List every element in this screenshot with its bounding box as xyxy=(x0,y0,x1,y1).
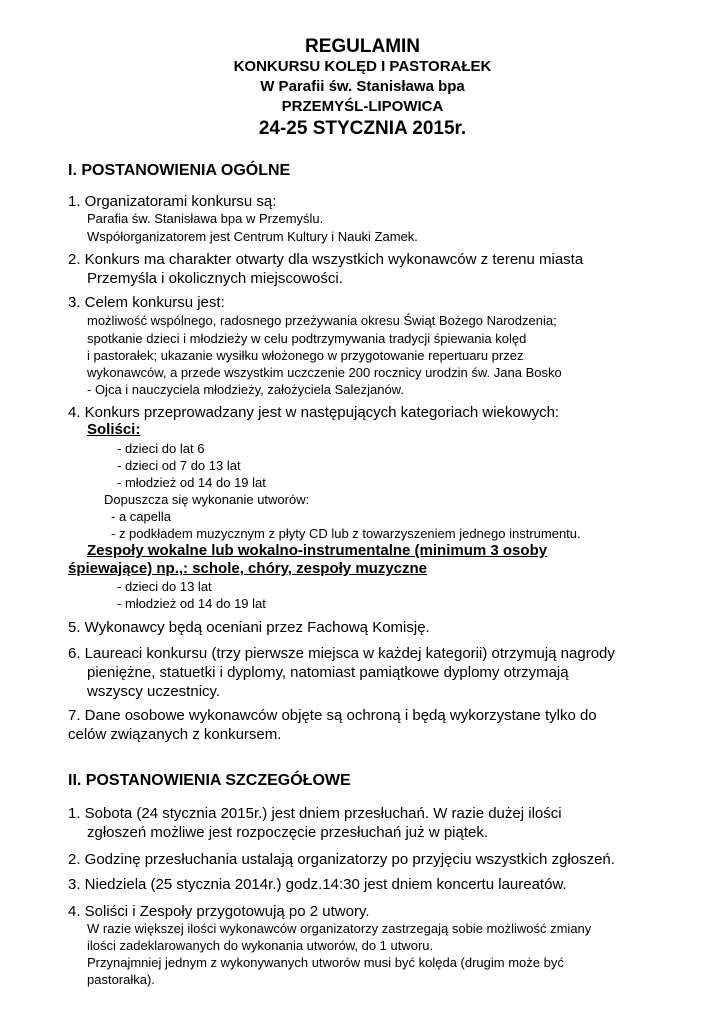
s1-item4: 4. Konkurs przeprowadzany jest w następujących kategoriach wiekowych: xyxy=(68,404,560,421)
s2-item1-line2: zgłoszeń możliwe jest rozpoczęcie przesłuchań już w piątek. xyxy=(87,824,489,841)
allowed-item-1: - a capella xyxy=(111,509,171,524)
soloists-cat-2: - dzieci od 7 do 13 lat xyxy=(117,458,241,473)
s1-item7-line1: 7. Dane osobowe wykonawców objęte są ochroną i będą wykorzystane tylko do xyxy=(68,707,597,724)
subtitle-line-1: KONKURSU KOLĘD I PASTORAŁEK xyxy=(233,58,492,75)
s1-item1-sub2: Współorganizatorem jest Centrum Kultury i Nauki Zamek. xyxy=(87,229,418,244)
s2-item3: 3. Niedziela (25 stycznia 2014r.) godz.14:30 jest dniem koncertu laureatów. xyxy=(68,876,567,893)
s1-item2-line2: Przemyśla i okolicznych miejscowości. xyxy=(87,270,343,287)
section-1-heading: I. POSTANOWIENIA OGÓLNE xyxy=(68,162,291,179)
s1-item6-line2: pieniężne, statuetki i dyplomy, natomiast pamiątkowe dyplomy otrzymają xyxy=(87,664,569,681)
s1-item3-sub5: - Ojca i nauczyciela młodzieży, założyciela Salezjanów. xyxy=(87,382,404,397)
soloists-cat-1: - dzieci do lat 6 xyxy=(117,441,205,456)
allowed-item-2: - z podkładem muzycznym z płyty CD lub z towarzyszeniem jednego instrumentu. xyxy=(111,526,581,541)
s1-item3-sub4: wykonawców, a przede wszystkim uczczenie 200 rocznicy urodzin św. Jana Bosko xyxy=(87,365,562,380)
event-dates: 24-25 STYCZNIA 2015r. xyxy=(258,118,467,139)
s1-item3-sub2: spotkanie dzieci i młodzieży w celu podtrzymywania tradycji śpiewania kolęd xyxy=(87,331,527,346)
groups-label-line2: śpiewające) np.,: schole, chóry, zespoły muzyczne xyxy=(68,560,428,577)
s1-item1-sub1: Parafia św. Stanisława bpa w Przemyślu. xyxy=(87,211,324,226)
section-2-heading: II. POSTANOWIENIA SZCZEGÓŁOWE xyxy=(68,772,351,789)
s1-item1: 1. Organizatorami konkursu są: xyxy=(68,193,277,210)
s1-item5: 5. Wykonawcy będą oceniani przez Fachową Komisję. xyxy=(68,619,430,636)
s2-item4-sub4: pastorałka). xyxy=(87,972,155,987)
s1-item3-sub3: i pastorałek; ukazanie wysiłku włożonego w przygotowanie repertuaru przez xyxy=(87,348,524,363)
s2-item1-line1: 1. Sobota (24 stycznia 2015r.) jest dniem przesłuchań. W razie dużej ilości xyxy=(68,805,562,822)
groups-label-line1: Zespoły wokalne lub wokalno-instrumentalne (minimum 3 osoby xyxy=(87,542,548,559)
s2-item4-sub1: W razie większej ilości wykonawców organizatorzy zastrzegają sobie możliwość zmiany xyxy=(87,921,592,936)
s1-item6-line3: wszyscy uczestnicy. xyxy=(87,683,221,700)
subtitle-line-2: W Parafii św. Stanisława bpa xyxy=(260,78,465,95)
s2-item4-sub3: Przynajmniej jednym z wykonywanych utworów musi być kolęda (drugim może być xyxy=(87,955,564,970)
s2-item4-sub2: ilości zadeklarowanych do wykonania utworów, do 1 utworu. xyxy=(87,938,434,953)
soloists-label: Soliści: xyxy=(87,421,141,438)
subtitle-line-3: PRZEMYŚL-LIPOWICA xyxy=(281,98,444,115)
groups-cat-2: - młodzież od 14 do 19 lat xyxy=(117,596,266,611)
soloists-cat-3: - młodzież od 14 do 19 lat xyxy=(117,475,266,490)
allowed-label: Dopuszcza się wykonanie utworów: xyxy=(104,492,310,507)
s1-item2-line1: 2. Konkurs ma charakter otwarty dla wszystkich wykonawców z terenu miasta xyxy=(68,251,584,268)
s1-item3-sub1: możliwość wspólnego, radosnego przeżywania okresu Świąt Bożego Narodzenia; xyxy=(87,313,557,328)
s2-item2: 2. Godzinę przesłuchania ustalają organizatorzy po przyjęciu wszystkich zgłoszeń. xyxy=(68,851,615,868)
s1-item6-line1: 6. Laureaci konkursu (trzy pierwsze miejsca w każdej kategorii) otrzymują nagrody xyxy=(68,645,615,662)
s1-item3: 3. Celem konkursu jest: xyxy=(68,294,225,311)
groups-cat-1: - dzieci do 13 lat xyxy=(117,579,212,594)
document-title: REGULAMIN xyxy=(304,36,421,57)
s1-item7-line2: celów związanych z konkursem. xyxy=(68,726,282,743)
s2-item4: 4. Soliści i Zespoły przygotowują po 2 utwory. xyxy=(68,903,370,920)
